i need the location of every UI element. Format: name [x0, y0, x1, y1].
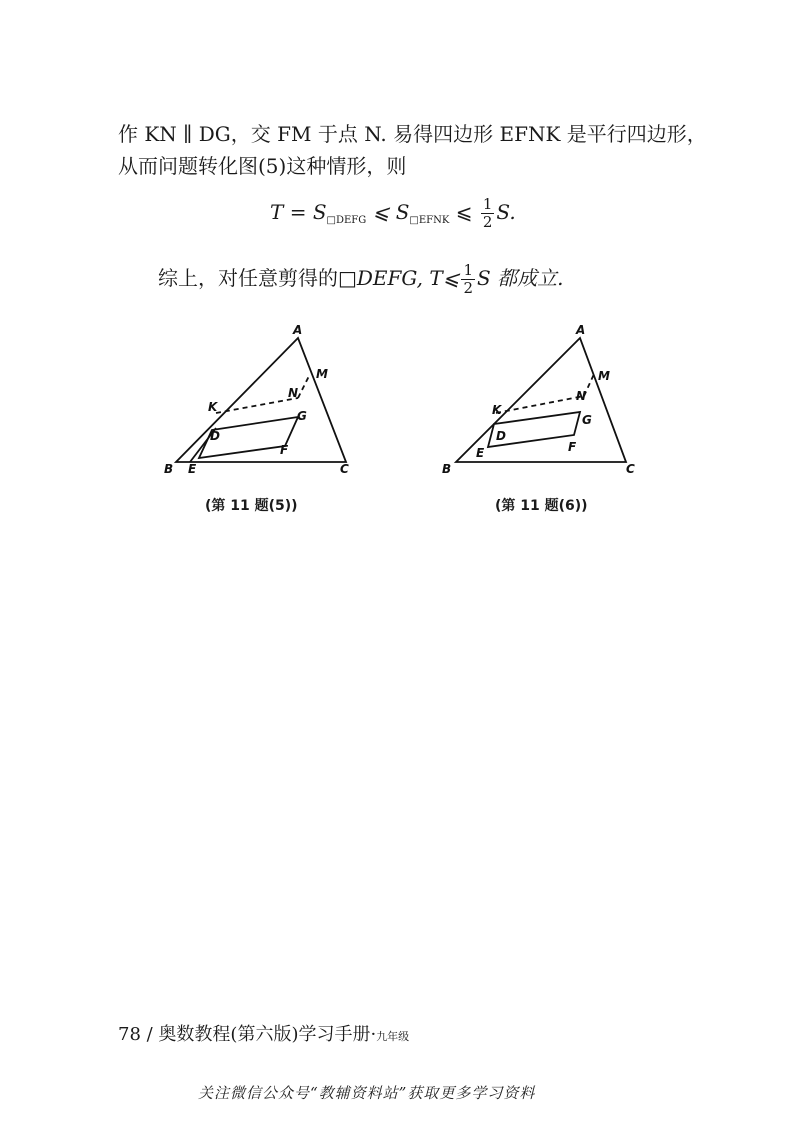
figure-6-triangle-diagram [430, 320, 650, 485]
label-G: G [297, 409, 307, 423]
label-M: M [598, 369, 610, 383]
label-E: E [476, 446, 485, 460]
paragraph-line-2 [118, 150, 406, 182]
label-G: G [582, 413, 592, 427]
fraction-denominator: 2 [482, 213, 493, 231]
label-K: K [208, 400, 218, 414]
label-C: C [626, 462, 635, 476]
dashed-segment-KN [216, 398, 298, 413]
label-B: B [442, 462, 452, 476]
figure-5-triangle-diagram [150, 320, 370, 485]
formula-le-2: ⩽ [449, 200, 479, 224]
formula-eq: = S [283, 200, 327, 224]
page-number: 78 [118, 1024, 141, 1045]
formula-fraction [481, 196, 495, 231]
fraction-numerator: 1 [482, 195, 493, 213]
label-B: B [164, 462, 174, 476]
paragraph-line-1 [118, 118, 707, 150]
label-F: F [568, 440, 577, 454]
label-D: D [496, 429, 506, 443]
watermark-text: 关注微信公众号“教辅资料站”获取更多学习资料 [198, 1084, 536, 1102]
page-footer [118, 1020, 409, 1046]
inequality-formula [270, 196, 516, 237]
label-N: N [576, 389, 587, 403]
label-D: D [210, 429, 220, 443]
label-E: E [188, 462, 197, 476]
dashed-segment-KN [496, 396, 584, 413]
label-F: F [280, 443, 289, 457]
conclusion-text-a: 综上，对任意剪得的 [158, 266, 338, 290]
label-M: M [316, 367, 328, 381]
conclusion-fraction [461, 262, 475, 297]
label-A: A [293, 323, 303, 337]
conclusion-line [158, 262, 563, 297]
conclusion-text-b: □DEFG, T⩽ [338, 266, 460, 290]
label-C: C [340, 462, 349, 476]
figure-5-caption: (第 11 题(5)) [205, 498, 298, 514]
conclusion-denominator: 2 [463, 279, 474, 297]
figure-6-caption: (第 11 题(6)) [495, 498, 588, 514]
formula-T: T [270, 200, 284, 224]
conclusion-numerator: 1 [463, 261, 474, 279]
conclusion-text-c: S 都成立. [477, 266, 564, 290]
formula-S: S. [496, 200, 516, 224]
text-line-2: 从而问题转化图(5)这种情形，则 [118, 154, 407, 178]
text-line-1: 作 KN ∥ DG，交 FM 于点 N. 易得四边形 EFNK 是平行四边形， [118, 122, 707, 146]
grade-label: 九年级 [376, 1030, 410, 1043]
label-N: N [288, 386, 299, 400]
formula-sub-defg: □DEFG [326, 215, 367, 226]
book-title: 奥数教程(第六版)学习手册· [158, 1024, 377, 1045]
footer-separator: / [140, 1024, 159, 1045]
triangle-ABC [176, 338, 346, 462]
formula-sub-efnk: □EFNK [409, 215, 450, 226]
dashed-segment-NM [298, 374, 310, 398]
formula-le-1: ⩽ S [366, 200, 410, 224]
label-A: A [576, 323, 586, 337]
label-K: K [492, 403, 502, 417]
triangle-ABC [456, 338, 626, 462]
